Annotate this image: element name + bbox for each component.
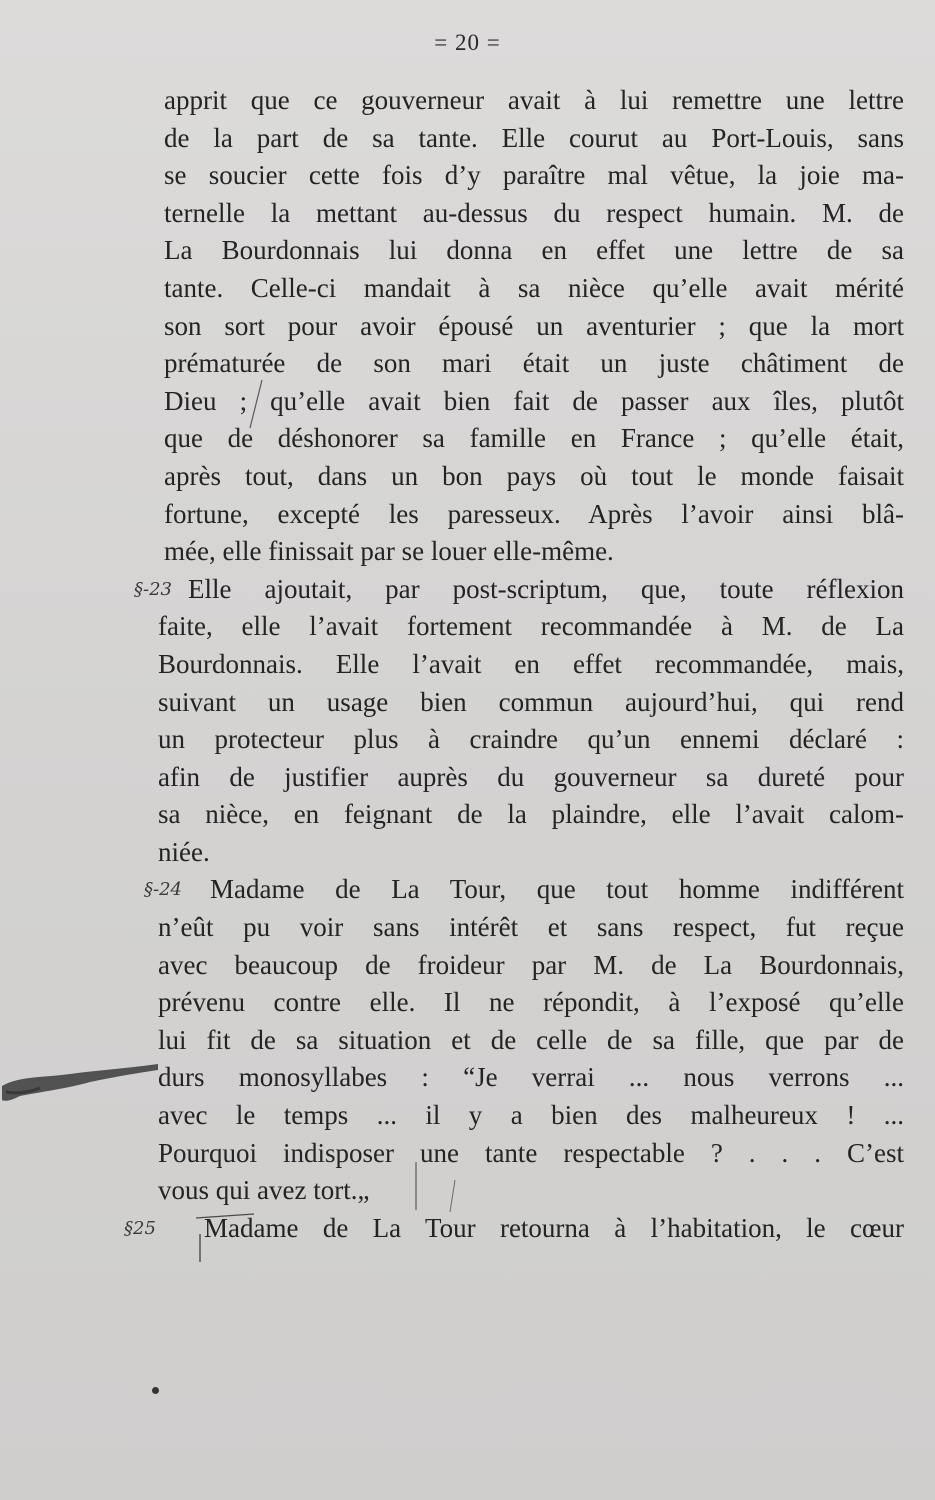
margin-note-24: §-24 — [144, 879, 182, 901]
text-line: prématurée de son mari était un juste châtiment de — [164, 348, 904, 379]
text-line: avec beaucoup de froideur par M. de La Bourdonnais, — [158, 949, 904, 980]
text-line: que de déshonorer sa famille en France ; qu’elle était, — [164, 423, 904, 454]
text-line: sa nièce, en feignant de la plaindre, elle l’avait calom- — [158, 799, 904, 830]
text-line: n’eût pu voir sans intérêt et sans respect, fut reçue — [158, 912, 904, 943]
ink-dot — [152, 1387, 159, 1394]
text-line: ternelle la mettant au-dessus du respect humain. M. de — [164, 197, 904, 228]
text-line: apprit que ce gouverneur avait à lui remettre une lettre — [164, 85, 904, 115]
text-line: de la part de sa tante. Elle courut au Port-Louis, sans — [164, 122, 904, 153]
text-line-content: Madame de La Tour, que tout homme indifférent — [210, 874, 904, 905]
text-line: Pourquoi indisposer une tante respectable ? . . . C’est — [158, 1137, 904, 1168]
text-line: après tout, dans un bon pays où tout le monde faisait — [164, 460, 904, 491]
page-number: = 20 = — [434, 30, 501, 55]
body-text — [124, 82, 904, 1247]
text-line: La Bourdonnais lui donna en effet une lettre de sa — [164, 235, 904, 266]
text-line: fortune, excepté les paresseux. Après l’avoir ainsi blâ- — [164, 498, 904, 529]
text-line: durs monosyllabes : “Je verrai ... nous verrons ... — [158, 1062, 904, 1093]
text-line: niée. — [158, 836, 210, 867]
text-line: mée, elle finissait par se louer elle-même. — [164, 536, 614, 567]
text-line: prévenu contre elle. Il ne répondit, à l’exposé qu’elle — [158, 987, 904, 1018]
text-line: lui fit de sa situation et de celle de sa fille, que par de — [158, 1024, 904, 1055]
text-line-content: Elle ajoutait, par post-scriptum, que, toute réflexion — [188, 573, 904, 604]
text-line-content: Madame de La Tour retourna à l’habitation, le cœur — [204, 1212, 904, 1243]
text-line: se soucier cette fois d’y paraître mal vêtue, la joie ma- — [164, 160, 904, 191]
text-line: vous qui avez tort.„ — [158, 1175, 370, 1206]
paragraph-25-first-line — [124, 1210, 904, 1248]
text-line: afin de justifier auprès du gouverneur sa dureté pour — [158, 761, 904, 792]
text-line: avec le temps ... il y a bien des malheureux ! ... — [158, 1100, 904, 1131]
margin-note-23: §-23 — [134, 578, 172, 600]
paragraph-23-first-line — [134, 571, 904, 609]
paragraph-24-first-line — [144, 871, 904, 909]
text-line: suivant un usage bien commun aujourd’hui, qui rend — [158, 686, 904, 717]
text-line: Bourdonnais. Elle l’avait en effet recommandée, mais, — [158, 648, 904, 679]
ink-smear — [0, 1048, 160, 1108]
margin-note-25: §25 — [124, 1217, 156, 1239]
text-line: Dieu ; qu’elle avait bien fait de passer aux îles, plutôt — [164, 385, 904, 416]
text-line: faite, elle l’avait fortement recommandée à M. de La — [158, 611, 904, 642]
text-line: tante. Celle-ci mandait à sa nièce qu’elle avait mérité — [164, 272, 904, 303]
text-line: son sort pour avoir épousé un aventurier ; que la mort — [164, 310, 904, 341]
text-line: un protecteur plus à craindre qu’un ennemi déclaré : — [158, 724, 904, 755]
